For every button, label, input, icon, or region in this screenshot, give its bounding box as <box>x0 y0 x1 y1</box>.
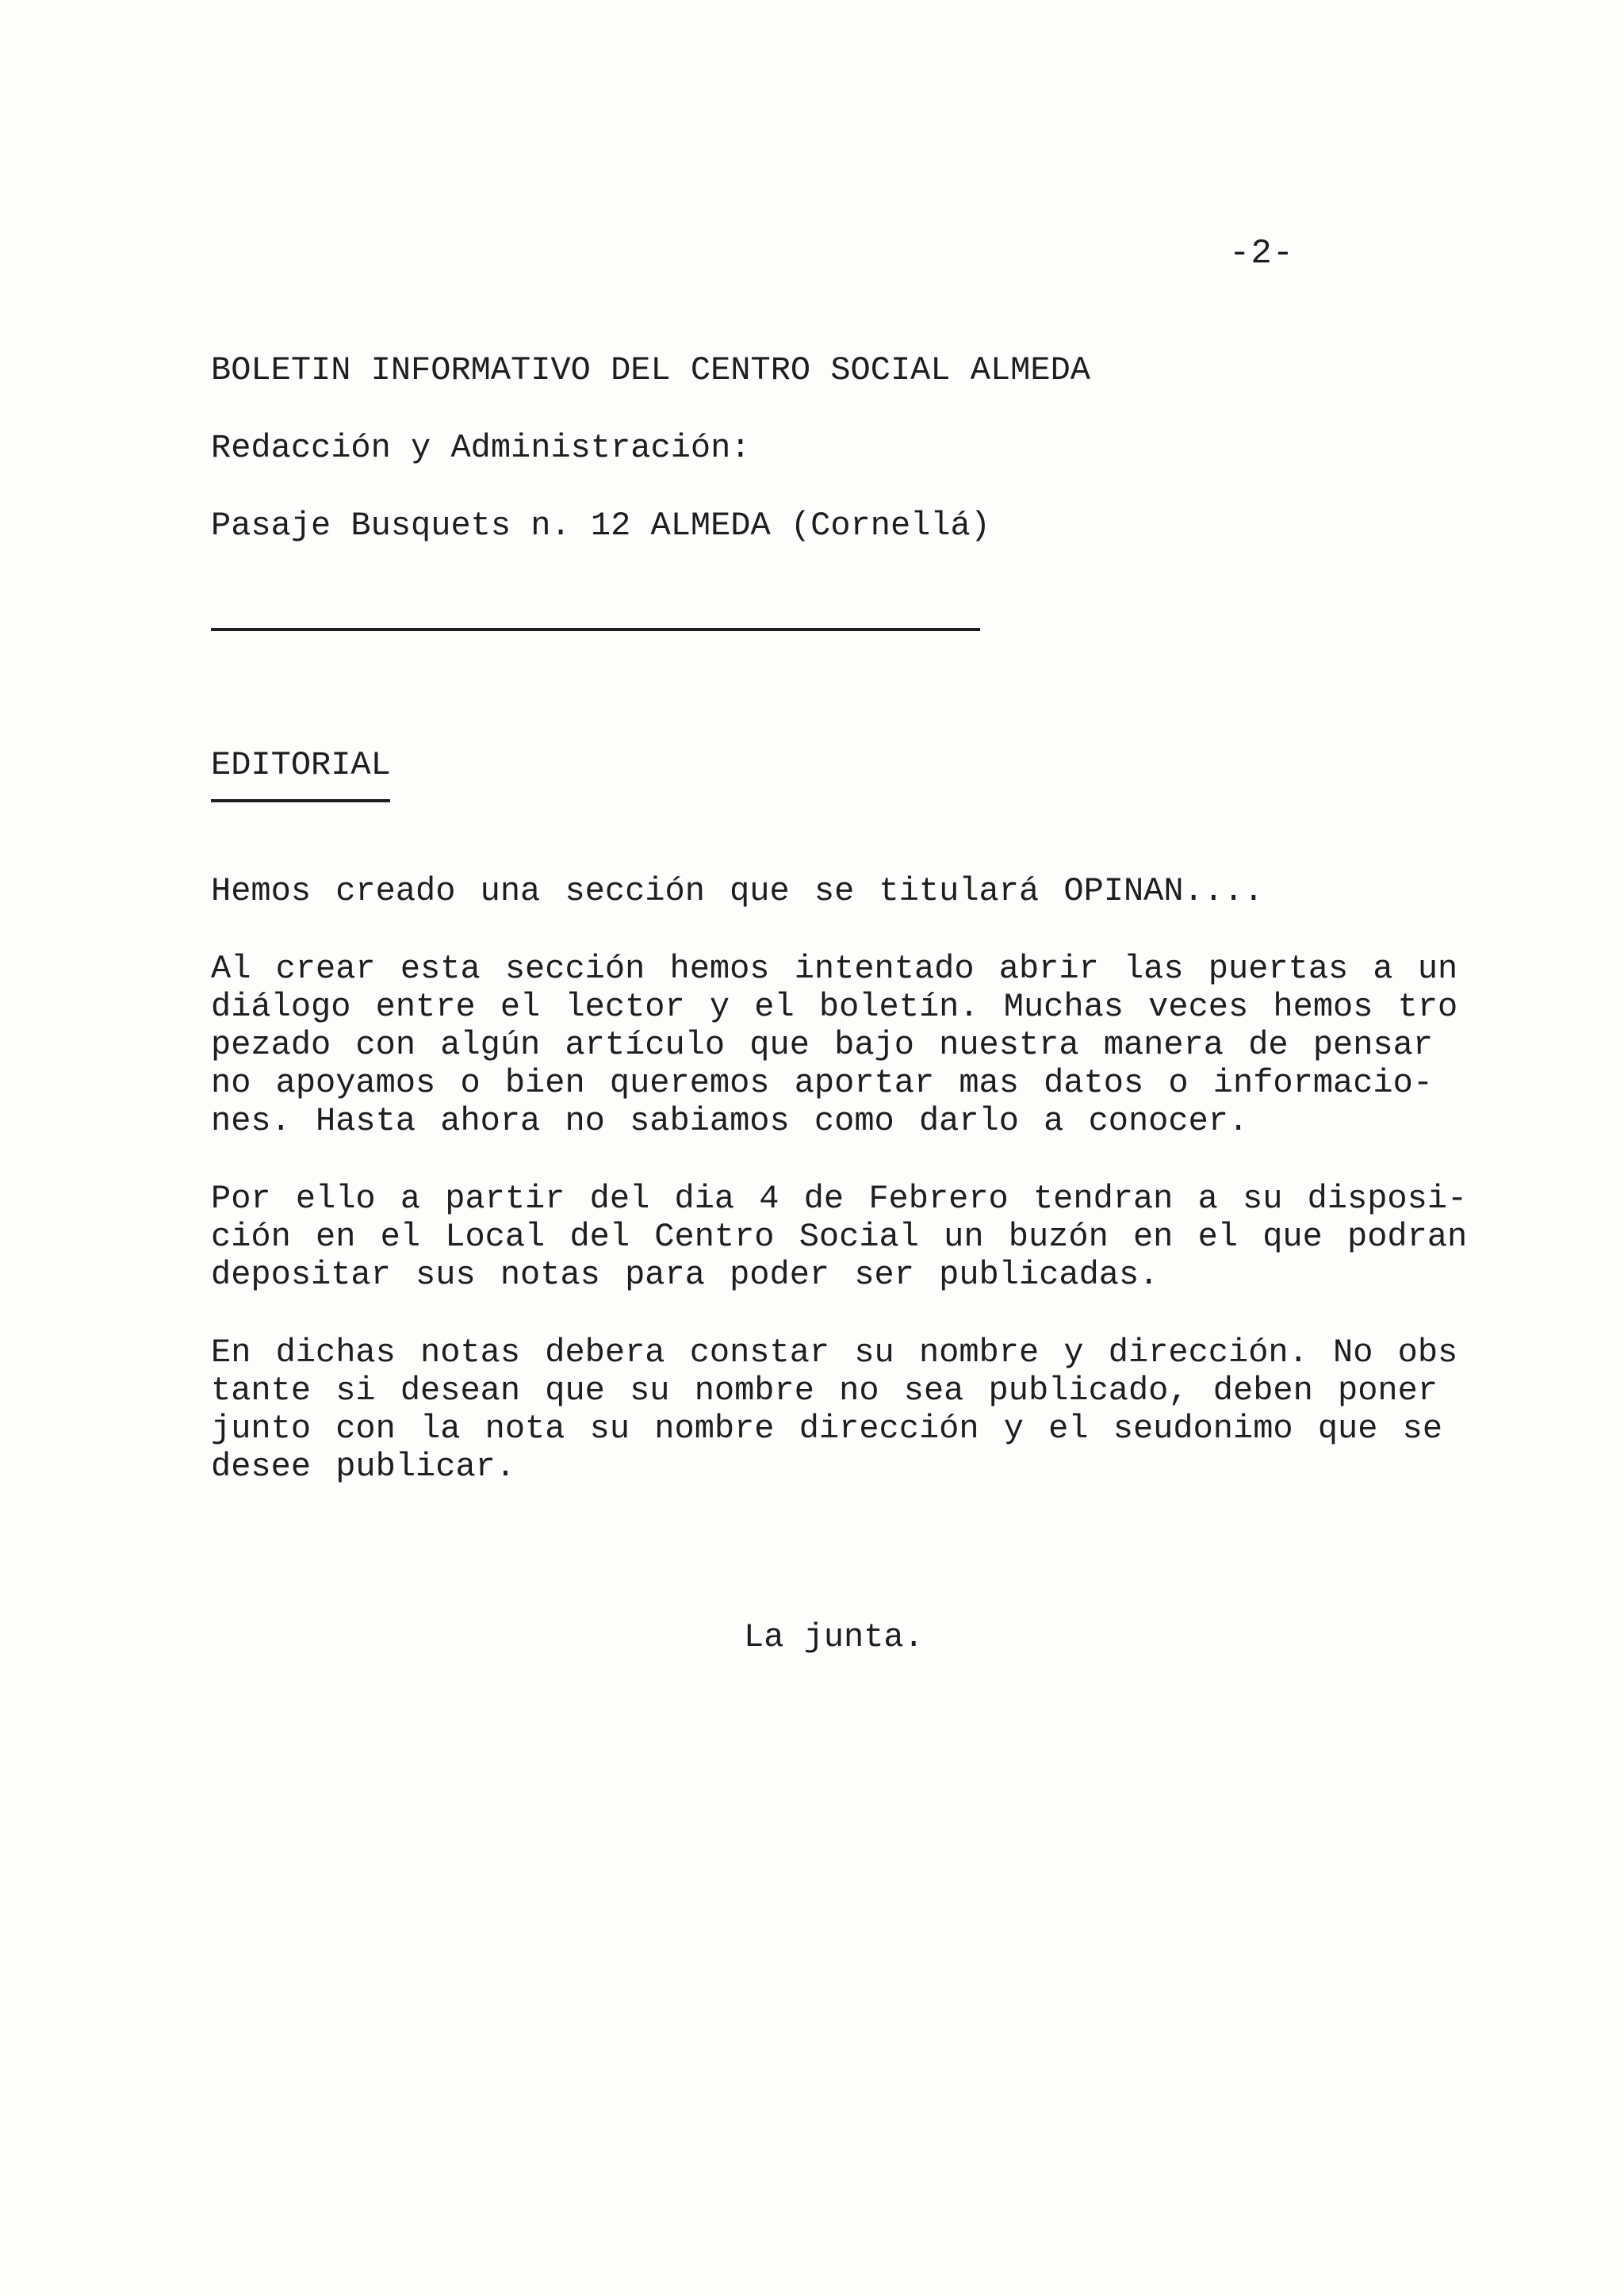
paragraph-1 <box>211 950 1458 1140</box>
text-line: Al crear esta sección hemos intentado abrir las puertas a un <box>211 950 1458 988</box>
text-line: En dichas notas debera constar su nombre y dirección. No obs <box>211 1334 1458 1372</box>
text-line: pezado con algún artículo que bajo nuestra manera de pensar <box>211 1026 1434 1064</box>
text-line: depositar sus notas para poder ser publicadas. <box>211 1256 1159 1294</box>
paragraph-3 <box>211 1334 1458 1486</box>
intro-paragraph <box>211 872 1416 910</box>
text-line: ción en el Local del Centro Social un buzón en el que podran <box>211 1218 1468 1256</box>
text-line: diálogo entre el lector y el boletín. Muchas veces hemos tro <box>211 988 1458 1026</box>
editorial-body <box>211 872 1468 1525</box>
text-line: Por ello a partir del dia 4 de Febrero tendran a su disposi- <box>211 1180 1468 1218</box>
section-heading-underline <box>211 799 390 802</box>
paragraph-2 <box>211 1180 1468 1294</box>
address-line: Pasaje Busquets n. 12 ALMEDA (Cornellá) <box>211 507 990 545</box>
text-line: junto con la nota su nombre dirección y el seudonimo que se <box>211 1410 1443 1448</box>
page-number: -2- <box>1229 234 1295 274</box>
header-divider <box>211 628 980 631</box>
text-line: nes. Hasta ahora no sabiamos como darlo a conocer. <box>211 1102 1249 1140</box>
masthead <box>211 350 1400 584</box>
signature: La junta. <box>744 1618 924 1656</box>
text-line: no apoyamos o bien queremos aportar mas datos o informacio- <box>211 1064 1434 1102</box>
text-line: Hemos creado una sección que se titulará OPINAN.... <box>211 872 1264 910</box>
section-heading: EDITORIAL <box>211 746 391 784</box>
text-line: tante si desean que su nombre no sea publicado, deben poner <box>211 1372 1438 1410</box>
bulletin-title: BOLETIN INFORMATIVO DEL CENTRO SOCIAL ALMEDA <box>211 351 1090 389</box>
editorial-office-label: Redacción y Administración: <box>211 429 751 467</box>
text-line: desee publicar. <box>211 1448 516 1486</box>
